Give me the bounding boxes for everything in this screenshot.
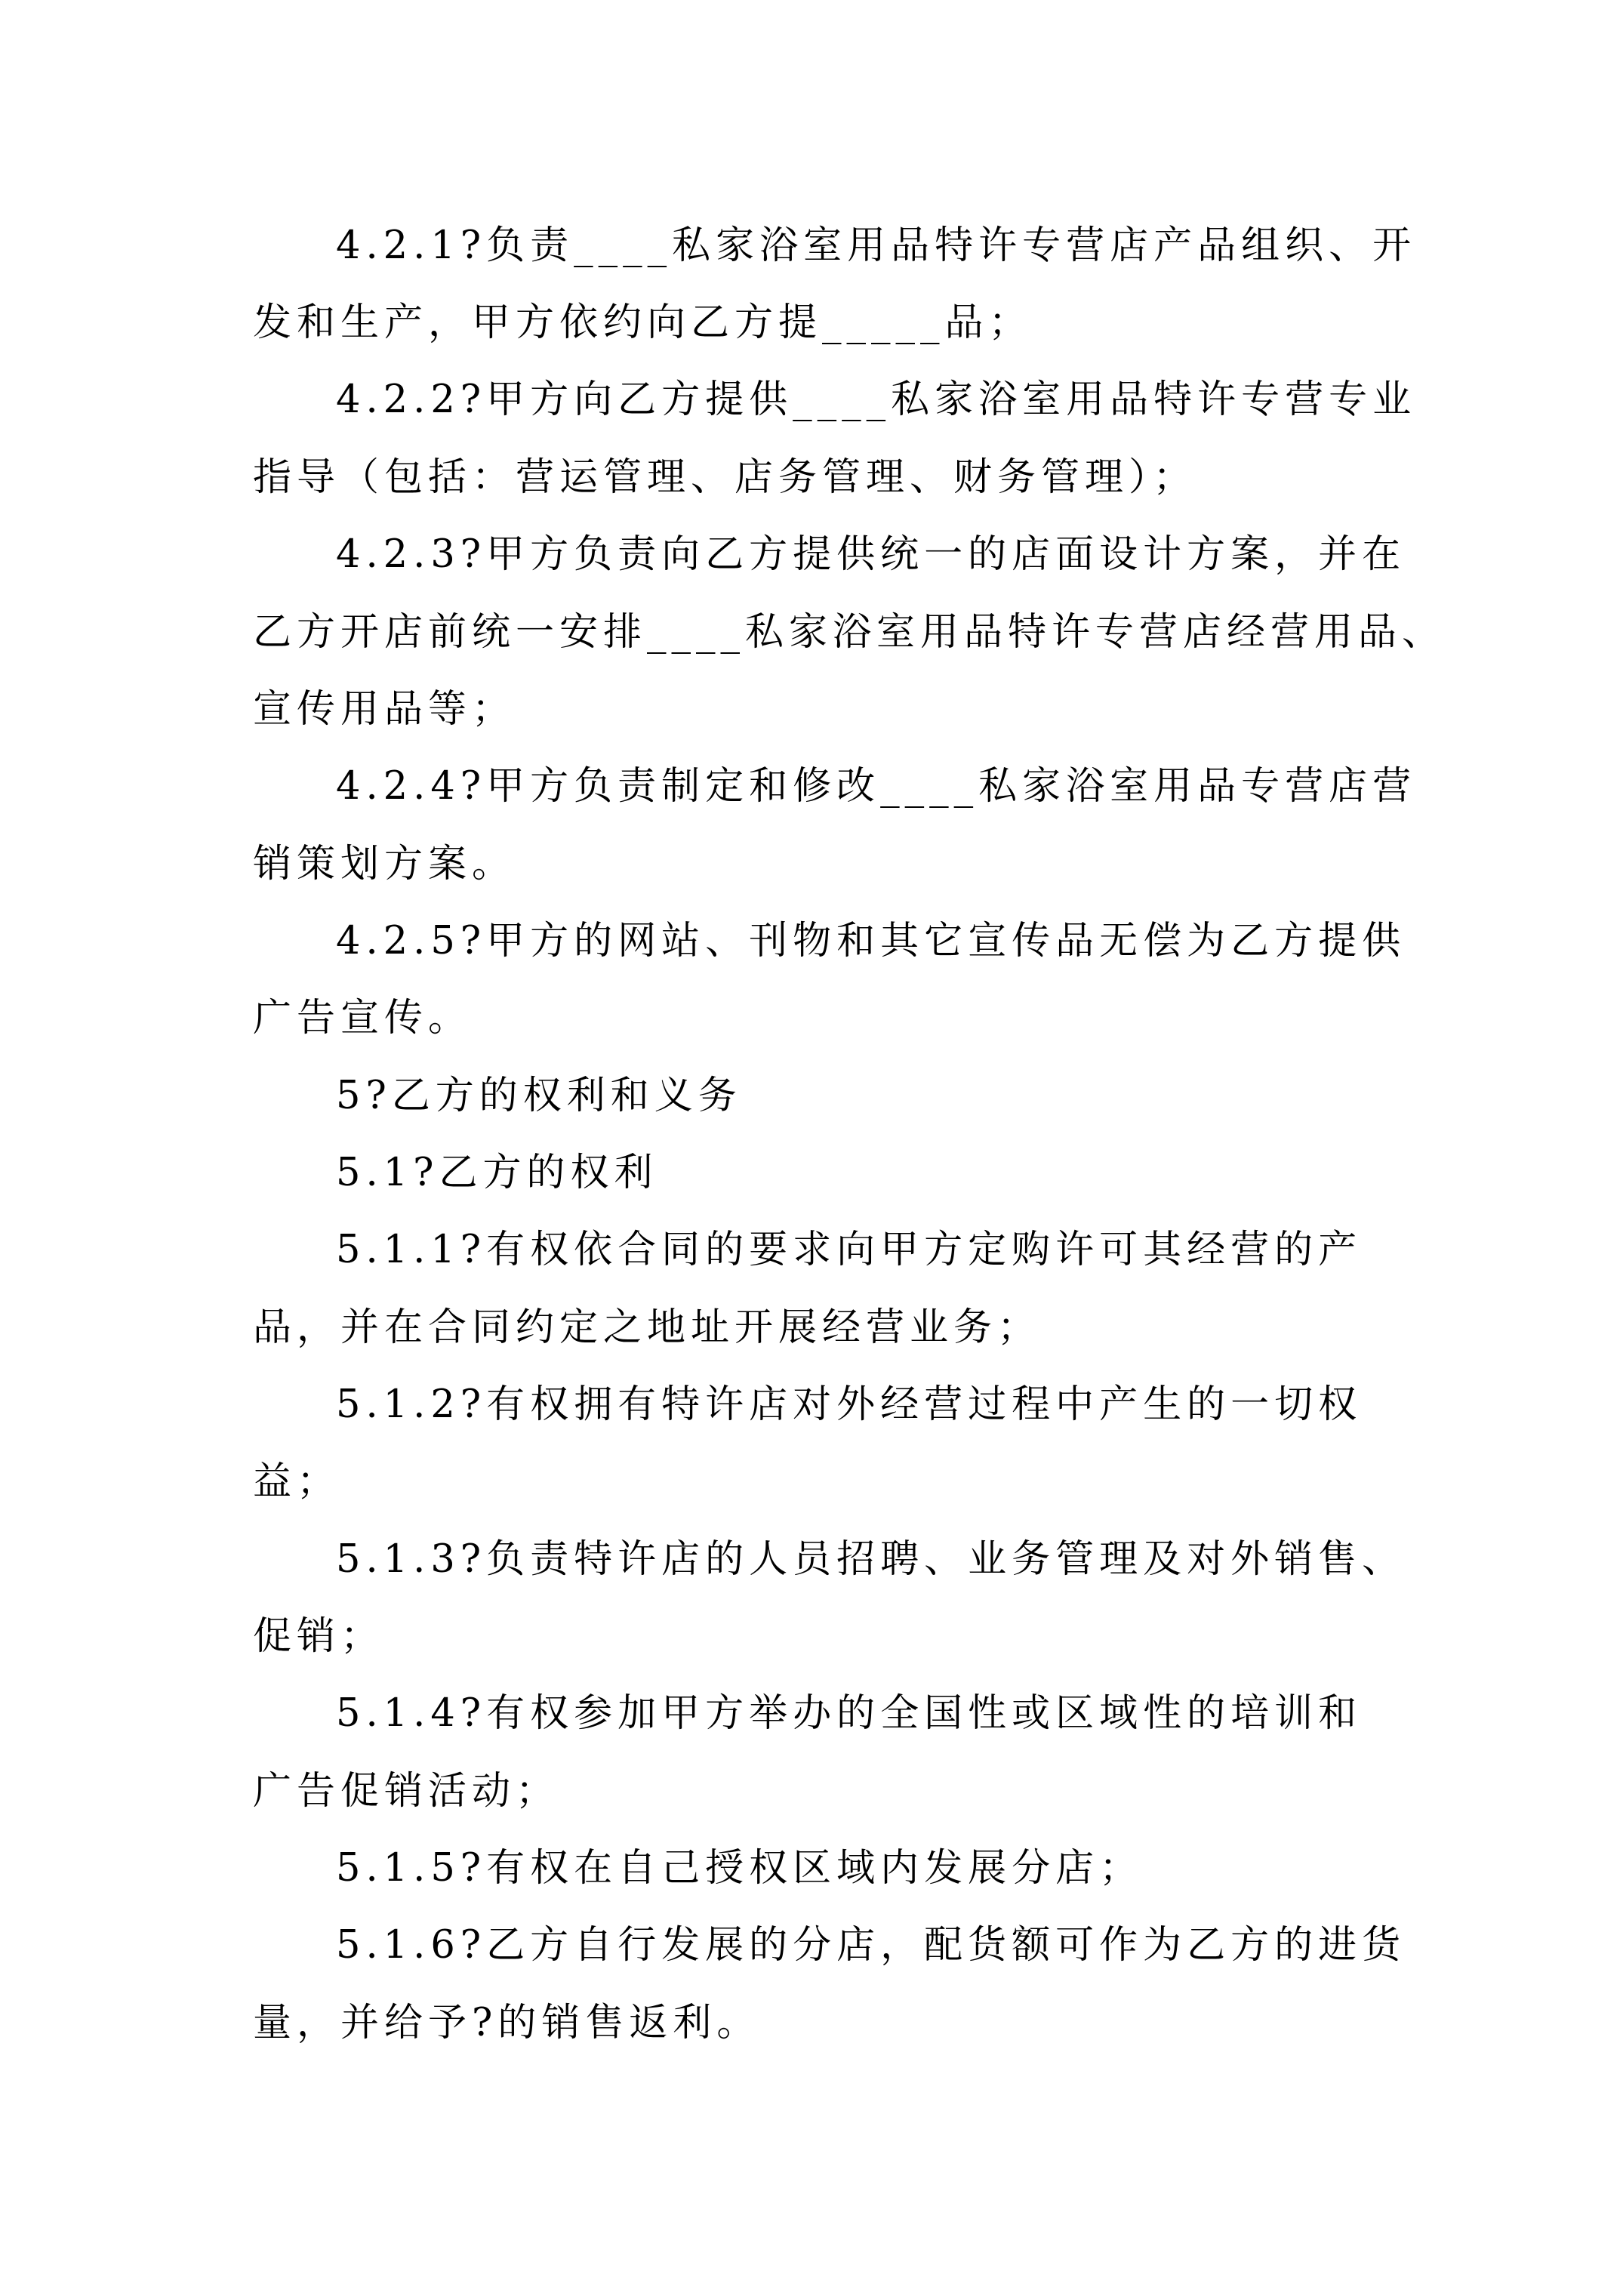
clause-4-2-3-line-1: 4.2.3?甲方负责向乙方提供统一的店面设计方案，并在 — [336, 532, 1406, 577]
clause-4-2-4-line-2: 销策划方案。 — [253, 842, 516, 886]
clause-5-1-2-line-2: 益； — [253, 1459, 341, 1504]
clause-4-2-3-line-2: 乙方开店前统一安排____私家浴室用品特许专营店经营用品、 — [253, 610, 1446, 655]
clause-5-1-2-line-1: 5.1.2?有权拥有特许店对外经营过程中产生的一切权 — [336, 1382, 1363, 1427]
clause-5-1-3-line-1: 5.1.3?负责特许店的人员招聘、业务管理及对外销售、 — [336, 1537, 1406, 1582]
clause-5-1-1-line-2: 品，并在合同约定之地址开展经营业务； — [253, 1305, 1042, 1350]
clause-4-2-1-line-1: 4.2.1?负责____私家浴室用品特许专营店产品组织、开 — [336, 223, 1417, 268]
clause-4-2-1-line-2: 发和生产，甲方依约向乙方提_____品； — [253, 300, 1033, 345]
clause-4-2-2-line-1: 4.2.2?甲方向乙方提供____私家浴室用品特许专营专业 — [336, 378, 1417, 422]
clause-4-2-5-line-2: 广告宣传。 — [253, 996, 473, 1040]
clause-5-1-5-line-1: 5.1.5?有权在自己授权区域内发展分店； — [336, 1846, 1144, 1891]
clause-4-2-3-line-3: 宣传用品等； — [253, 687, 516, 732]
clause-5-1-6-line-2: 量，并给予?的销售返利。 — [253, 2001, 761, 2045]
section-5-1-heading: 5.1?乙方的权利 — [336, 1151, 658, 1195]
clause-5-1-4-line-2: 广告促销活动； — [253, 1769, 560, 1814]
clause-4-2-4-line-1: 4.2.4?甲方负责制定和修改____私家浴室用品专营店营 — [336, 764, 1417, 809]
clause-4-2-2-line-2: 指导（包括：营运管理、店务管理、财务管理）； — [253, 455, 1197, 500]
clause-5-1-3-line-2: 促销； — [253, 1614, 385, 1659]
clause-5-1-1-line-1: 5.1.1?有权依合同的要求向甲方定购许可其经营的产 — [336, 1228, 1363, 1272]
section-5-heading: 5?乙方的权利和义务 — [336, 1074, 742, 1118]
clause-4-2-5-line-1: 4.2.5?甲方的网站、刊物和其它宣传品无偿为乙方提供 — [336, 919, 1406, 963]
clause-5-1-4-line-1: 5.1.4?有权参加甲方举办的全国性或区域性的培训和 — [336, 1691, 1363, 1736]
clause-5-1-6-line-1: 5.1.6?乙方自行发展的分店，配货额可作为乙方的进货 — [336, 1923, 1406, 1968]
